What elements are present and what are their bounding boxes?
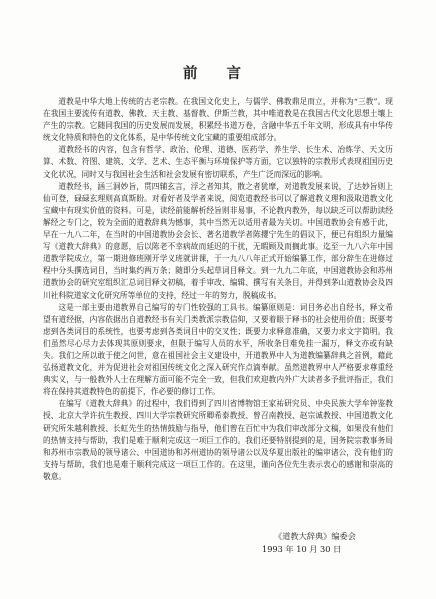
signature-date: 1993 年 10 月 30 日	[262, 544, 342, 554]
paragraph: 道教是中华大地上传统的古老宗教。在我国文化史上，与儒学、佛教鼎足而立，并称为“三教”。现在我国主要流传有道教、佛教、天主教、基督教、伊斯兰教，其中唯道教是在我国古代文化思想土壤上产生的宗教。它随同我国的历史发展而发展，积累经书道万卷，含融中华五千年文明，形成具有中华传统文化特质和特色的文化体系，是中华传统文化宝藏的重要组成部分。	[43, 97, 393, 143]
paragraph: 在编写《道教大辞典》的过程中，我们得到了四川省博物馆王家祐研究员、中央民族大学牟钟鉴教授、北京大学许抗生教授、四川大学宗教研究所卿希泰教授、曾召南教授、赵宗诚教授、中国道教文化研究所朱越利教授、长虹先生的热情鼓励与指导，他们曾在百忙中为我们审改部分文稿，如果没有他们的热情支持与帮助，我们是难于顺利完成这一项巨工作的。我们还要特别提到的是，国务院宗教事务局和苏州市宗教局的领导诸公、中国道协和苏州道协的领导诸公以及华夏出版社的编审诸公，没有他们的支持与帮助，我们也是难于顺利完成这一项巨工作的。在这里，谨向各位先生表示衷心的感谢和崇高的敬意。	[43, 399, 393, 481]
paragraph: 道教经书，涵三洞妙旨，贯四辅玄言，浮之者知其，散之者犹摩，对道教发展来说，了达妙旨则上仙可登，碌碌玄理则高真斯盼。对看好者及学者来说，阅览道教经书可以了解道教义理和汲取道教文化宝藏中有现实价值的资料。可是，读经前能解析经旨则非易事，不论教内教外，每以缺乏可以帮助读经解经之专门之，较为全面的道教辞典为憾事，其中当然无以适用者最为关切。中国道教协会有感于此，早在一九八二年，在当时的中国道教协会会长、著名道教学者陈攖宁先生的倡议下，便已有组织力量编写《道教大辞典》的意愿，后以陈老不幸病故而延迟的干扰，无暇顾及而搁此事。迄至一九八六年中国道教学院成立，第一期进修班刚开学义班就讲课，于一九八八年正式开始编纂工作，部分辞生在进修过程中分头撰选词目，当时集约两万条；随即分头起草词目释文。到一九九二年底，中国道教协会和苏州道教协会的研究室组织汇总词目释文初稿，着手审改、编辑、撰写有关条目，并得到茅山道教协会及四川社科院道家文化研究所等单位的支持，经过一年的努力，脱稿成书。	[43, 181, 393, 300]
page-title: 前 言	[182, 65, 254, 82]
paragraph: 这是一部主要由道教界自己编写的专门性较强的工具书。编纂原则是：词目务必出自经书，释文希望有道经据，内容依据出自道教经书有关门类教派宗教信仰，又要着眼于释书的社会使用价值；既要考虑到各类词目的系统性，也要考虑到各类词目中的交叉性；既要力求释意准确，又要力求文字简明。我们虽然尽心尽力去体现其原则要求，但限于编写人员的水平，所收条目难免挂一漏万，释文亦或有缺失。我们之所以敢于使之问世，意在祖国社会主义建设中，开道教界中人为道教编纂辞典之首例，藉此弘扬道教文化，并为促进社会对祖国传统文化之深入研究作点滴奉献。虽然道教界中人严格要求尊重经典实义，与一般教外人士在理解方面可能不完全一致，但我们欢迎教内外广大读者多予批评指正，我们将在保持其道教特色的前提下，作必要的修订工作。	[43, 302, 393, 397]
signature-block	[262, 530, 412, 556]
paragraph: 道教经书的内容，包含有哲学、政治、伦理、道德、医药学、养生学、长生术、冶炼学、天文历算、术数、符图、建筑、文学、艺术、生态平衡与环境保护等方面，它以独特的宗教形式表现祖国历史文化状况，同时又与我国社会生活和社会发展有密切联系，产生广泛而深远的影响。	[43, 145, 393, 179]
body-text	[43, 96, 393, 483]
editorial-board-signature: 《道教大辞典》编委会	[274, 531, 356, 541]
